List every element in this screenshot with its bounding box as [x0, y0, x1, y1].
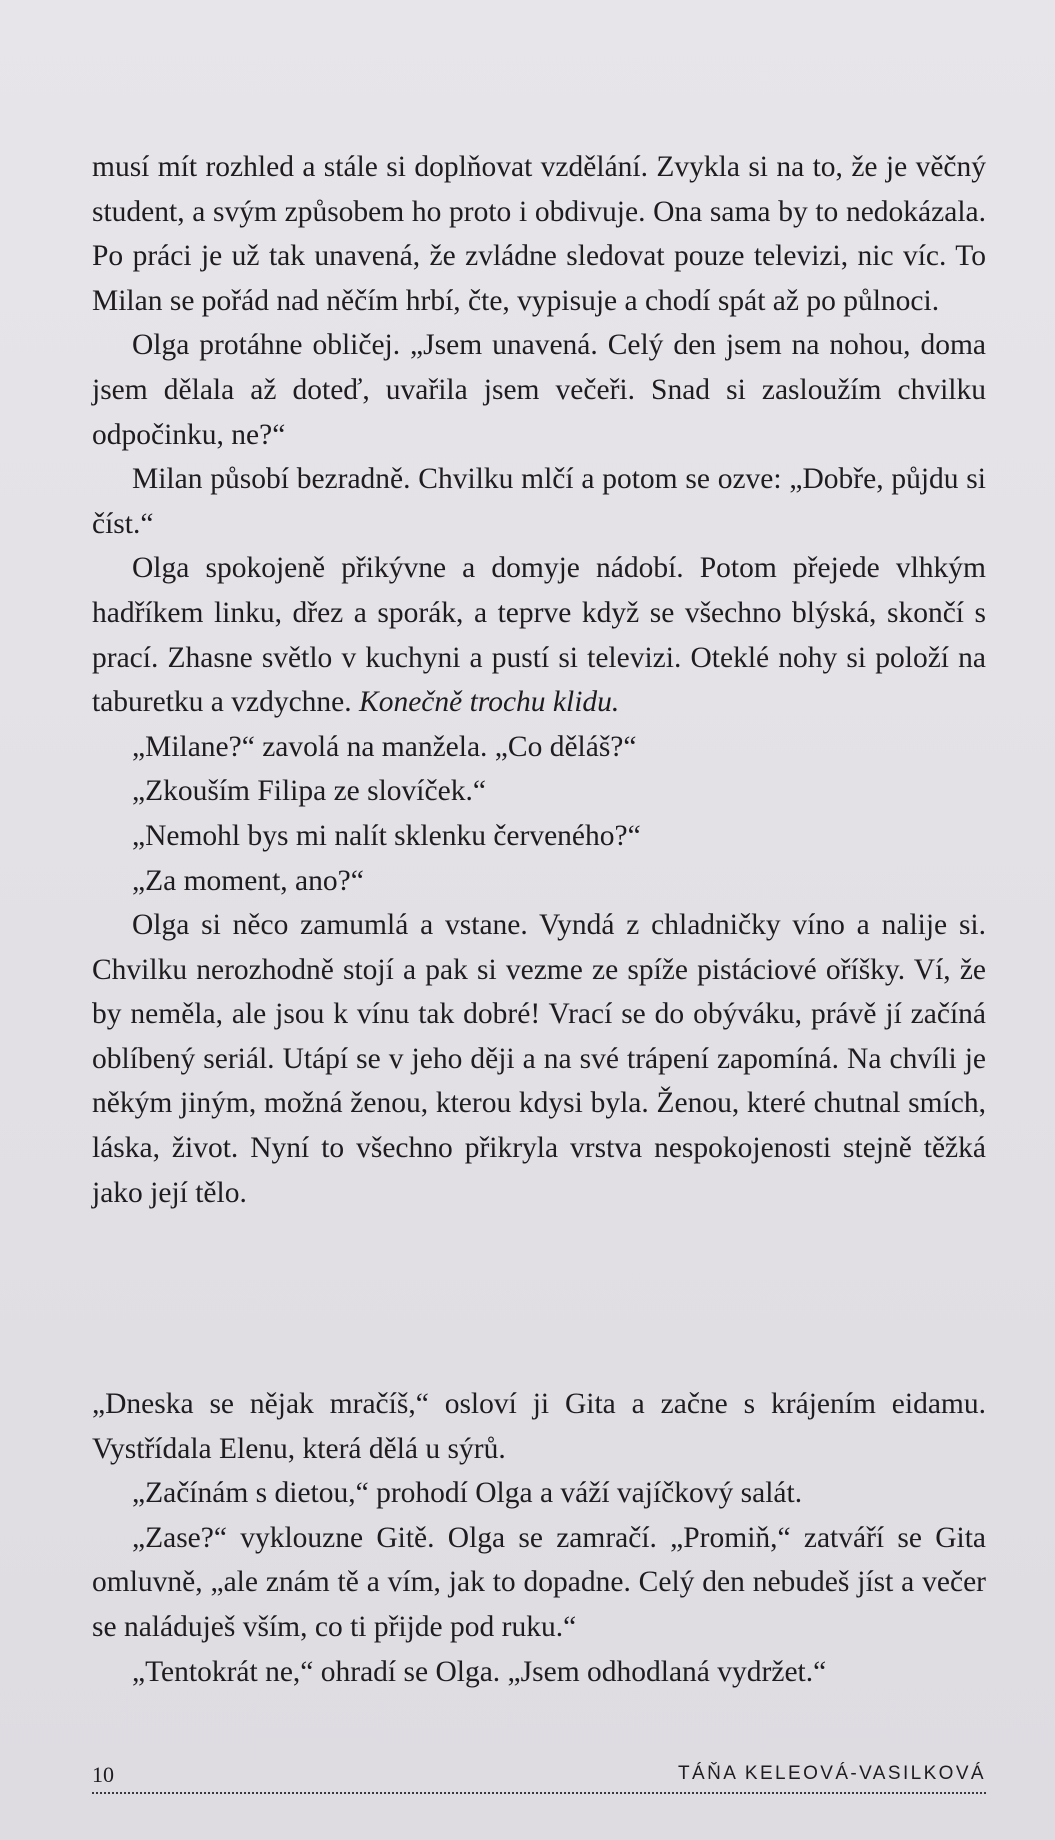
dialogue-line: „Tentokrát ne,“ ohradí se Olga. „Jsem odhodlaná vydržet.“	[132, 1655, 827, 1688]
dialogue-line: „Nemohl bys mi nalít sklenku červeného?“	[132, 819, 641, 852]
footer-dotted-rule	[92, 1792, 986, 1794]
paragraph: „Dneska se nějak mračíš,“ osloví ji Gita a začne s krájením eidamu. Vystřídala Elenu, která dělá u sýrů.	[92, 1388, 986, 1465]
author-name: TÁŇA KELEOVÁ-VASILKOVÁ	[678, 1763, 986, 1784]
paragraph: musí mít rozhled a stále si doplňovat vzdělání. Zvykla si na to, že je věčný student, a svým způsobem ho proto i obdivuje. Ona sama by to nedokázala. Po práci je už tak unavená, že zvládne sledovat pouze televizi, nic víc. To Milan se pořád nad něčím hrbí, čte, vypisuje a chodí spát až po půlnoci.	[92, 151, 986, 317]
dialogue-line: „Začínám s dietou,“ prohodí Olga a váží vajíčkový salát.	[132, 1477, 803, 1510]
text-section-1	[92, 145, 986, 1215]
paragraph: Olga protáhne obličej. „Jsem unavená. Celý den jsem na nohou, doma jsem dělala až doteď, uvařila jsem večeři. Snad si zasloužím chvilku odpočinku, ne?“	[92, 329, 986, 451]
dialogue-line: „Zkouším Filipa ze slovíček.“	[132, 775, 486, 808]
paragraph-text: Olga spokojeně přikývne a domyje nádobí. Potom přejede vlhkým hadříkem linku, dřez a sporák, a teprve když se všechno blýská, skončí s prací. Zhasne světlo v kuchyni a pustí si televizi. Oteklé nohy si položí na taburetku a vzdychne.	[92, 552, 986, 719]
page-number: 10	[92, 1762, 114, 1787]
paragraph	[92, 546, 986, 724]
italic-thought: Konečně trochu klidu.	[359, 686, 620, 719]
dialogue-line: „Za moment, ano?“	[132, 864, 364, 897]
dialogue-line: „Milane?“ zavolá na manžela. „Co děláš?“	[132, 730, 637, 763]
text-section-2	[92, 1382, 986, 1694]
page-footer	[92, 1762, 986, 1802]
paragraph: Olga si něco zamumlá a vstane. Vyndá z chladničky víno a nalije si. Chvilku nerozhodně stojí a pak si vezme ze spíže pistáciové oříšky. Ví, že by neměla, ale jsou k vínu tak dobré! Vrací se do obýváku, právě jí začíná oblíbený seriál. Utápí se v jeho ději a na své trápení zapomíná. Na chvíli je někým jiným, možná ženou, kterou kdysi byla. Ženou, které chutnal smích, láska, život. Nyní to všechno přikryla vrstva nespokojenosti stejně těžká jako její tělo.	[92, 909, 986, 1209]
paragraph: Milan působí bezradně. Chvilku mlčí a potom se ozve: „Dobře, půjdu si číst.“	[92, 463, 986, 540]
paragraph: „Zase?“ vyklouzne Gitě. Olga se zamračí. „Promiň,“ zatváří se Gita omluvně, „ale znám tě a vím, jak to dopadne. Celý den nebudeš jíst a večer se naláduješ vším, co ti přijde pod ruku.“	[92, 1521, 986, 1643]
